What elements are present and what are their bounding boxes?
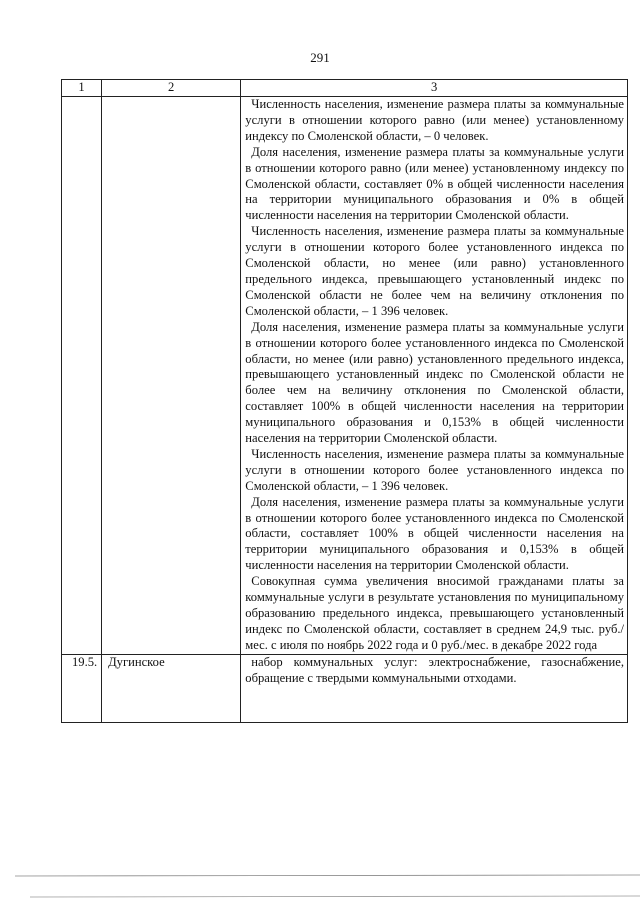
header-col-1: 1 [62, 80, 102, 97]
paragraph: Доля населения, изменение размера платы за коммунальные услуги в отношении которого более установленного индекса по Смоленской области, составляет 100% в общей численности населения на территории муниципального образования и 0,153% в общей численности населения на территории Смоленской области. [245, 494, 624, 573]
paragraph: Численность населения, изменение размера платы за коммунальные услуги в отношении которого более установленного индекса по Смоленской области, но менее (или равно) установленного предельного индекса, превышающего установленный индекс по Смоленской области не более чем на величину отклонения по Смоленской области, – 1 396 человек. [245, 224, 624, 318]
header-col-3: 3 [241, 80, 628, 97]
scan-edge-lines [0, 870, 640, 900]
paragraph: Доля населения, изменение размера платы за коммунальные услуги в отношении которого равно (или менее) установленному индексу по Смоленской области, составляет 0% в общей численности населения на территории муниципального образования и 0% в общей численности населения на территории Смоленской области. [245, 144, 624, 223]
paragraph: Доля населения, изменение размера платы за коммунальные услуги в отношении которого более установленного индекса по Смоленской области, но менее (или равно) установленного предельного индекса, превышающего установленный индекс по Смоленской области не более чем на величину отклонения по Смоленской области, составляет 100% в общей численности населения на территории муниципального образования и 0,153% в общей численности населения на территории Смоленской области. [245, 319, 624, 446]
page-number: 291 [310, 50, 330, 65]
municipality-name: Дугинское [102, 654, 241, 722]
row-number: 19.5. [62, 654, 102, 722]
paragraph: Совокупная сумма увеличения вносимой гражданами платы за коммунальные услуги в результате установления по муниципальному образованию предельного индекса, превышающего установленный индекс по Смоленской области, составляет в среднем 24,9 тыс. руб./мес. с июля по ноябрь 2022 года и 0 руб./мес. в декабре 2022 года [245, 574, 624, 652]
cell-description [241, 97, 628, 655]
row-description-cell [241, 654, 628, 722]
paragraph: Численность населения, изменение размера платы за коммунальные услуги в отношении которого равно (или менее) установленному индексу по Смоленской области, – 0 человек. [245, 97, 624, 143]
cell-number-empty [62, 97, 102, 655]
table-row-19-5 [62, 654, 628, 722]
paragraph: набор коммунальных услуг: электроснабжение, газоснабжение, обращение с твердыми коммунальными отходами. [245, 654, 624, 685]
document-table [61, 79, 628, 723]
cell-name-empty [102, 97, 241, 655]
paragraph: Численность населения, изменение размера платы за коммунальные услуги в отношении которого более установленного индекса по Смоленской области, – 1 396 человек. [245, 446, 624, 493]
table-header-row [62, 80, 628, 97]
table-row-continuation [62, 97, 628, 655]
header-col-2: 2 [102, 80, 241, 97]
